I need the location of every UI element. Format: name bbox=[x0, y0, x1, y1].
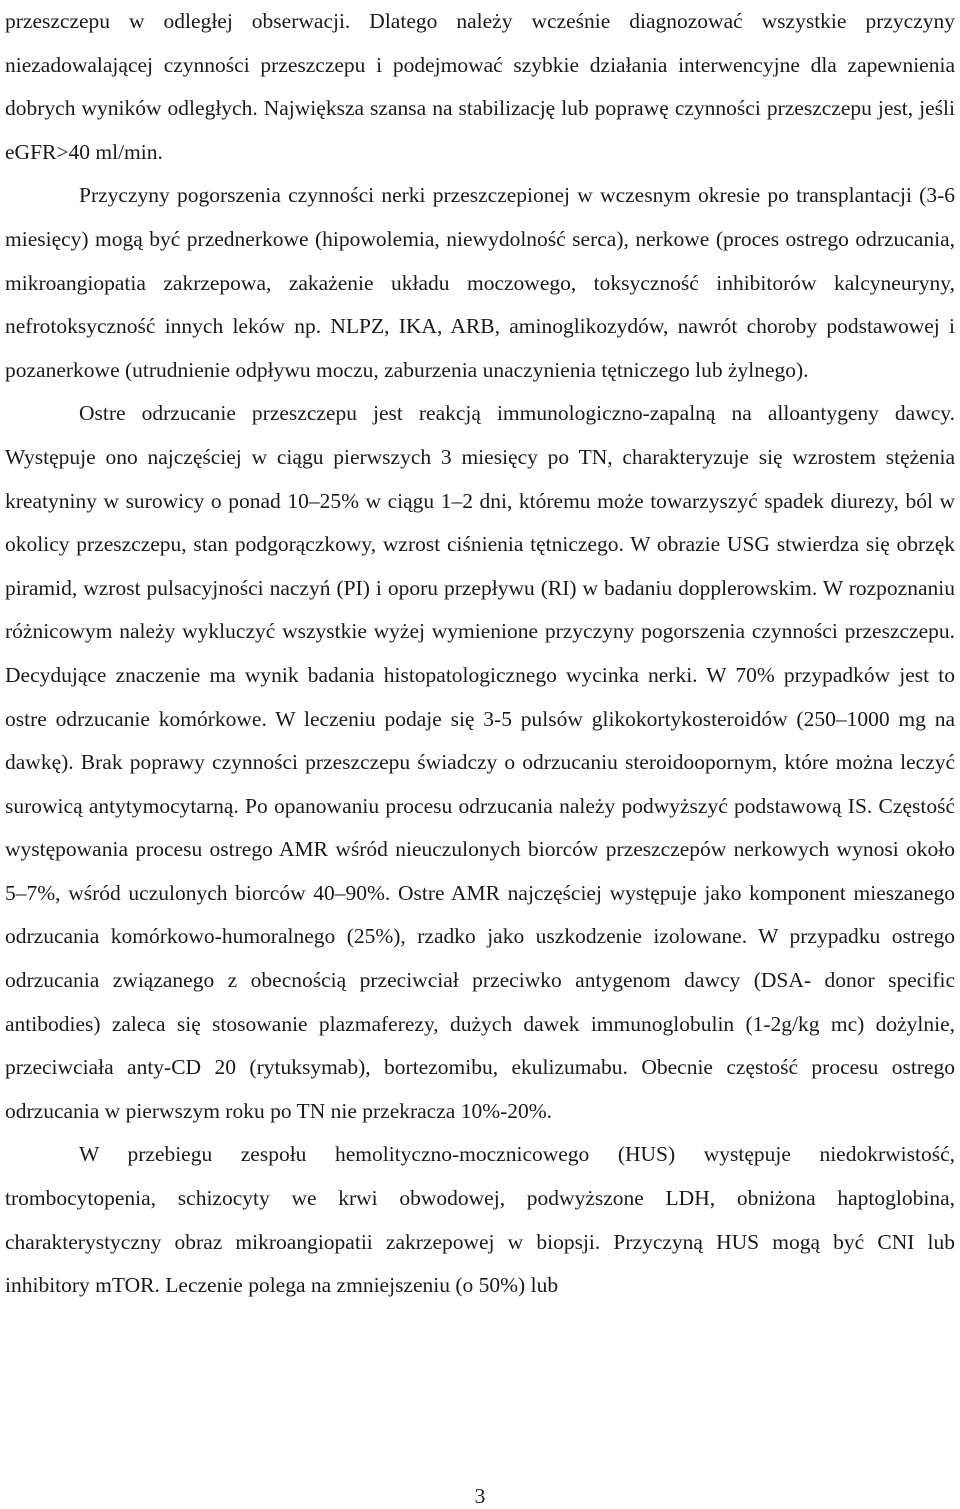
paragraph-hus: W przebiegu zespołu hemolityczno-mocznicowego (HUS) występuje niedokrwistość, trombocytopenia, schizocyty we krwi obwodowej, podwyższone LDH, obniżona haptoglobina, charakterystyczny obraz mikroangiopatii zakrzepowej w biopsji. Przyczyną HUS mogą być CNI lub inhibitory mTOR. Leczenie polega na zmniejszeniu (o 50%) lub bbox=[5, 1142, 955, 1298]
page-number: 3 bbox=[474, 1484, 486, 1508]
paragraph-early-deterioration-causes: Przyczyny pogorszenia czynności nerki przeszczepionej w wczesnym okresie po transplantacji (3-6 miesięcy) mogą być przednerkowe (hipowolemia, niewydolność serca), nerkowe (proces ostrego odrzucania, mikroangiopatia zakrzepowa, zakażenie układu moczowego, toksyczność inhibitorów kalcyneuryny, nefrotoksyczność innych leków np. NLPZ, IKA, ARB, aminoglikozydów, nawrót choroby podstawowej i pozanerkowe (utrudnienie odpływu moczu, zaburzenia unaczynienia tętniczego lub żylnego). bbox=[5, 183, 955, 382]
document-page bbox=[5, 0, 955, 1308]
paragraph-graft-outcome: przeszczepu w odległej obserwacji. Dlatego należy wcześnie diagnozować wszystkie przyczyny niezadowalającej czynności przeszczepu i podejmować szybkie działania interwencyjne dla zapewnienia dobrych wyników odległych. Największa szansa na stabilizację lub poprawę czynności przeszczepu jest, jeśli eGFR>40 ml/min. bbox=[5, 9, 955, 164]
paragraph-acute-rejection: Ostre odrzucanie przeszczepu jest reakcją immunologiczno-zapalną na alloantygeny dawcy. Występuje ono najczęściej w ciągu pierwszych 3 miesięcy po TN, charakteryzuje się wzrostem stężenia kreatyniny w surowicy o ponad 10–25% w ciągu 1–2 dni, któremu może towarzyszyć spadek diurezy, ból w okolicy przeszczepu, stan podgorączkowy, wzrost ciśnienia tętniczego. W obrazie USG stwierdza się obrzęk piramid, wzrost pulsacyjności naczyń (PI) i oporu przepływu (RI) w badaniu dopplerowskim. W rozpoznaniu różnicowym należy wykluczyć wszystkie wyżej wymienione przyczyny pogorszenia czynności przeszczepu. Decydujące znaczenie ma wynik badania histopatologicznego wycinka nerki. W 70% przypadków jest to ostre odrzucanie komórkowe. W leczeniu podaje się 3-5 pulsów glikokortykosteroidów (250–1000 mg na dawkę). Brak poprawy czynności przeszczepu świadczy o odrzucaniu steroidoopornym, które można leczyć surowicą antytymocytarną. Po opanowaniu procesu odrzucania należy podwyższyć podstawową IS. Częstość występowania procesu ostrego AMR wśród nieuczulonych biorców przeszczepów nerkowych wynosi około 5–7%, wśród uczulonych biorców 40–90%. Ostre AMR najczęściej występuje jako komponent mieszanego odrzucania komórkowo-humoralnego (25%), rzadko jako uszkodzenie izolowane. W przypadku ostrego odrzucania związanego z obecnością przeciwciał przeciwko antygenom dawcy (DSA- donor specific antibodies) zaleca się stosowanie plazmaferezy, dużych dawek immunoglobulin (1-2g/kg mc) dożylnie, przeciwciała anty-CD 20 (rytuksymab), bortezomibu, ekulizumabu. Obecnie częstość procesu ostrego odrzucania w pierwszym roku po TN nie przekracza 10%-20%. bbox=[5, 401, 955, 1123]
